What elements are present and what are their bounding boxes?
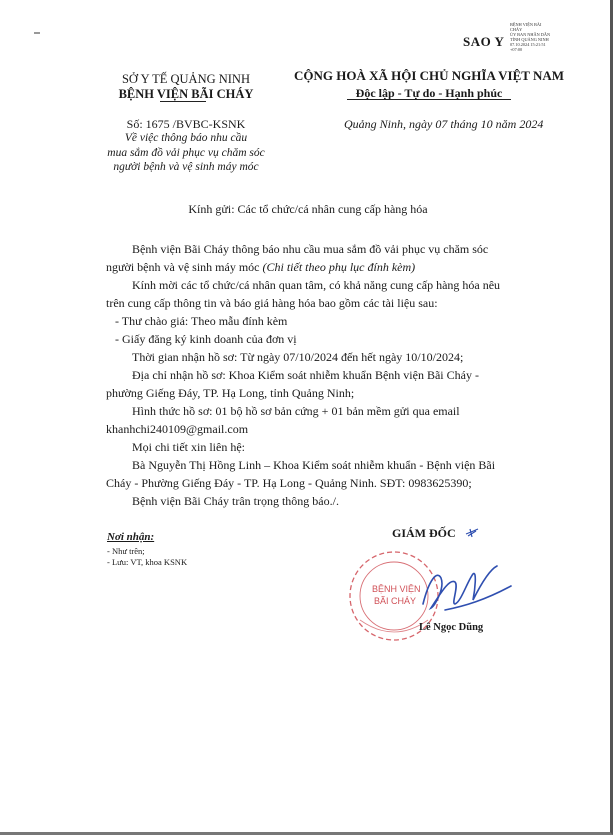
agency-name: BỆNH VIỆN BÃI CHÁY <box>118 87 254 101</box>
national-motto: Độc lập - Tự do - Hạnh phúc <box>355 86 503 100</box>
copy-tag: SAO Y <box>463 34 505 49</box>
email-text: khanhchi240109@gmail.com <box>106 422 249 436</box>
body-line: Mọi chi tiết xin liên hệ: <box>132 440 245 454</box>
body-line: Kính mời các tổ chức/cá nhân quan tâm, có khả năng cung cấp hàng hóa nêu <box>132 278 501 292</box>
list-item: - Thư chào giá: Theo mẫu đính kèm <box>115 314 288 328</box>
body-line: Bệnh viện Bãi Cháy thông báo nhu cầu mua sắm đồ vải phục vụ chăm sóc <box>132 242 489 256</box>
signature-mark-icon <box>465 527 479 539</box>
recipient-line: Kính gửi: Các tổ chức/cá nhân cung cấp hàng hóa <box>188 202 428 216</box>
agency-underline <box>160 101 206 102</box>
body-line: Hình thức hồ sơ: 01 bộ hồ sơ bản cứng + 01 bản mềm gửi qua email <box>132 404 460 418</box>
subject-line: mua sắm đồ vải phục vụ chăm sóc <box>107 146 265 159</box>
body-line: Bà Nguyễn Thị Hồng Linh – Khoa Kiểm soát nhiễm khuẩn - Bệnh viện Bãi <box>132 458 496 472</box>
subject-line: Về việc thông báo nhu cầu <box>124 132 248 144</box>
place-date: Quảng Ninh, ngày 07 tháng 10 năm 2024 <box>344 117 544 131</box>
handwritten-signature <box>415 560 515 620</box>
body-line: Địa chỉ nhận hồ sơ: Khoa Kiểm soát nhiễm khuẩn Bệnh viện Bãi Cháy - <box>132 368 479 382</box>
body-italic-note: (Chi tiết theo phụ lục đính kèm) <box>262 260 416 274</box>
recipient-item: - Lưu: VT, khoa KSNK <box>107 557 188 567</box>
stamp-line: 07.10.2024 15:21:51 <box>510 42 546 47</box>
body-line: phường Giếng Đáy, TP. Hạ Long, tỉnh Quảng Ninh; <box>106 386 355 400</box>
body-line: Thời gian nhận hồ sơ: Từ ngày 07/10/2024 đến hết ngày 10/10/2024; <box>132 350 464 364</box>
seal-text-line: BỆNH VIỆN <box>372 584 421 594</box>
stamp-line: TỈNH QUẢNG NINH <box>510 37 549 42</box>
body-line: Cháy - Phường Giếng Đáy - TP. Hạ Long - Quảng Ninh. SĐT: 0983625390; <box>106 476 472 490</box>
seal-text-line: BÃI CHÁY <box>374 596 417 606</box>
recipients-title: Nơi nhận: <box>107 531 155 543</box>
list-item: - Giấy đăng ký kinh doanh của đơn vị <box>115 332 297 346</box>
national-title: CỘNG HOÀ XÃ HỘI CHỦ NGHĨA VIỆT NAM <box>293 68 565 83</box>
signer-position: GIÁM ĐỐC <box>392 526 456 540</box>
agency-header <box>96 72 276 102</box>
motto-underline <box>347 99 511 100</box>
body-line: trên cung cấp thông tin và báo giá hàng hóa bao gồm các tài liệu sau: <box>106 296 438 310</box>
stamp-line: BỆNH VIỆN BÃI <box>510 22 542 27</box>
subject-line: người bệnh và vệ sinh máy móc <box>113 161 259 173</box>
recipient-item: - Như trên; <box>107 546 145 556</box>
stamp-line: ỦY BAN NHÂN DÂN <box>510 32 551 37</box>
body-line <box>106 258 529 276</box>
document-subject <box>88 131 284 175</box>
body-text: người bệnh và vệ sinh máy móc <box>106 260 263 274</box>
document-body <box>106 240 529 510</box>
signer-name: Lê Ngọc Dũng <box>419 622 484 633</box>
document-number: Số: 1675 /BVBC-KSNK <box>126 117 246 131</box>
body-line: Bệnh viện Bãi Cháy trân trọng thông báo./. <box>132 494 339 508</box>
agency-parent: SỞ Y TẾ QUẢNG NINH <box>121 72 250 86</box>
digital-signature-stamp <box>510 22 566 52</box>
scan-mark <box>34 32 40 34</box>
national-header <box>286 68 572 101</box>
stamp-line: +07:00 <box>510 47 523 52</box>
stamp-line: CHÁY <box>510 27 523 32</box>
